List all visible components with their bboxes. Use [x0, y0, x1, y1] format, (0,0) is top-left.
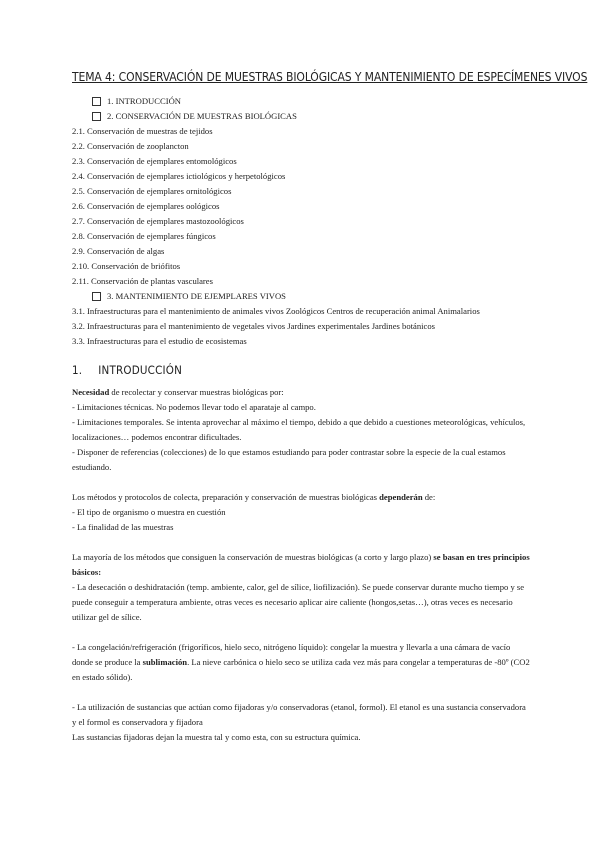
section-number: 1. — [72, 363, 83, 377]
bold-text: Necesidad — [72, 387, 110, 397]
toc-item: 3.1. Infraestructuras para el mantenimiento de animales vivos Zoológicos Centros de recuperación animal Animalarios — [72, 306, 480, 316]
toc-item: 2.1. Conservación de muestras de tejidos — [72, 126, 213, 136]
toc-item: 2.10. Conservación de briófitos — [72, 261, 181, 271]
toc-item: 2.3. Conservación de ejemplares entomológicos — [72, 156, 237, 166]
toc-section-1-label: 1. INTRODUCCIÓN — [107, 96, 181, 106]
bold-text: sublimación — [142, 657, 188, 667]
toc-item: 2.7. Conservación de ejemplares mastozoológicos — [72, 216, 244, 226]
toc-item: 2.8. Conservación de ejemplares fúngicos — [72, 231, 216, 241]
table-of-contents — [72, 94, 532, 349]
paragraph — [72, 385, 532, 400]
bullet-line: - Limitaciones temporales. Se intenta aprovechar al máximo el tiempo, debido a que debido a cuestiones meteorológicas, vehículos, localizaciones… podemos encontrar dificultades. — [72, 417, 526, 442]
text-run: La mayoría de los métodos que consiguen la conservación de muestras biológicas (a corto y largo plazo) — [72, 552, 434, 562]
paragraph: Las sustancias fijadoras dejan la muestra tal y como esta, con su estructura química. — [72, 732, 361, 742]
text-run: de recolectar y conservar muestras biológicas por: — [109, 387, 284, 397]
text-run: . La nieve carbónica o hielo seco se utiliza cada vez más para congelar a temperaturas de -80º (CO2 en estado sólido). — [72, 657, 530, 682]
checkbox-icon[interactable] — [92, 97, 101, 106]
toc-section-2-label: 2. CONSERVACIÓN DE MUESTRAS BIOLÓGICAS — [107, 111, 297, 121]
toc-item: 2.4. Conservación de ejemplares ictiológicos y herpetológicos — [72, 171, 286, 181]
bold-text: dependerán — [379, 492, 423, 502]
toc-section-2[interactable] — [72, 109, 532, 124]
toc-item: 2.6. Conservación de ejemplares oológicos — [72, 201, 220, 211]
text-run: - La congelación/refrigeración (frigoríficos, hielo seco, nitrógeno líquido): congelar la muestra y llevarla a una cámara de vacío donde se produce la — [72, 642, 511, 667]
bullet-line: - Disponer de referencias (colecciones) de lo que estamos estudiando para poder contrastar sobre la especie de la cual estamos estudiando. — [72, 447, 506, 472]
bullet-line: - La finalidad de las muestras — [72, 522, 174, 532]
toc-section-1[interactable] — [72, 94, 532, 109]
section-heading — [72, 363, 532, 377]
page-title: TEMA 4: CONSERVACIÓN DE MUESTRAS BIOLÓGICAS Y MANTENIMIENTO DE ESPECÍMENES VIVOS — [72, 70, 588, 84]
toc-item: 2.2. Conservación de zooplancton — [72, 141, 189, 151]
toc-item: 2.9. Conservación de algas — [72, 246, 165, 256]
checkbox-icon[interactable] — [92, 292, 101, 301]
bullet-line: - Limitaciones técnicas. No podemos llevar todo el aparataje al campo. — [72, 402, 316, 412]
toc-section-3-label: 3. MANTENIMIENTO DE EJEMPLARES VIVOS — [107, 291, 286, 301]
toc-item: 3.2. Infraestructuras para el mantenimiento de vegetales vivos Jardines experimentales Jardines botánicos — [72, 321, 435, 331]
paragraph — [72, 550, 532, 580]
paragraph — [72, 640, 532, 685]
paragraph — [72, 490, 532, 505]
toc-item: 2.5. Conservación de ejemplares ornitológicos — [72, 186, 232, 196]
bullet-line: - La utilización de sustancias que actúan como fijadoras y/o conservadoras (etanol, formol). El etanol es una sustancia conservadora y el formol es conservadora y fijadora — [72, 702, 526, 727]
toc-section-3[interactable] — [72, 289, 532, 304]
toc-item: 2.11. Conservación de plantas vasculares — [72, 276, 213, 286]
checkbox-icon[interactable] — [92, 112, 101, 121]
bold-text: se basan en tres principios básicos: — [72, 552, 530, 577]
text-run: Los métodos y protocolos de colecta, preparación y conservación de muestras biológicas — [72, 492, 380, 502]
toc-item: 3.3. Infraestructuras para el estudio de ecosistemas — [72, 336, 247, 346]
bullet-line: - El tipo de organismo o muestra en cuestión — [72, 507, 226, 517]
bullet-line: - La desecación o deshidratación (temp. ambiente, calor, gel de sílice, liofilización). Se puede conservar durante mucho tiempo y se puede conseguir a temperatura ambiente, otras veces es necesario aplicar aire caliente (hongos,setas…), otras veces es necesario utilizar gel de sílice. — [72, 582, 525, 622]
section-heading-text: INTRODUCCIÓN — [98, 363, 183, 377]
text-run: de: — [422, 492, 436, 502]
document-page — [72, 70, 588, 745]
